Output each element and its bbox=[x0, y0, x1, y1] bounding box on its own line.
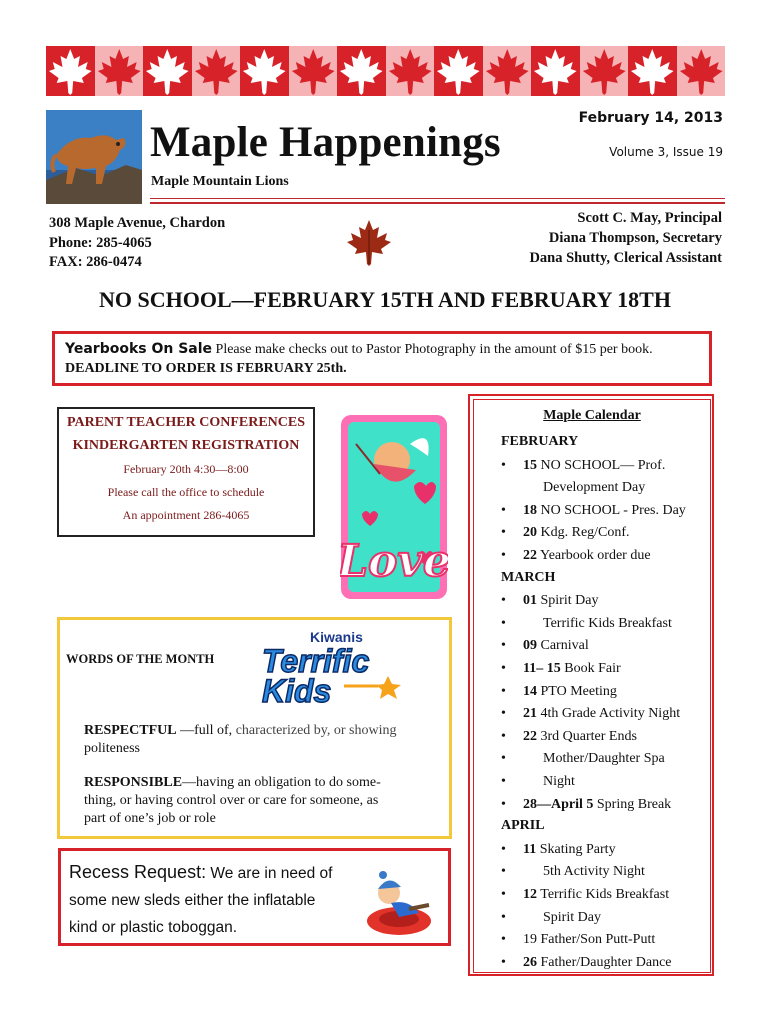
maple-leaf-icon bbox=[531, 46, 580, 96]
bullet-icon: • bbox=[501, 932, 506, 948]
bullet-icon: • bbox=[501, 593, 506, 609]
bullet-icon: • bbox=[501, 728, 506, 744]
child-on-sled-image bbox=[359, 869, 435, 939]
address-phone: Phone: 285-4065 bbox=[49, 234, 152, 251]
mountain-lion-image bbox=[46, 110, 142, 204]
staff-secretary: Diana Thompson, Secretary bbox=[548, 230, 722, 246]
bullet-icon: • bbox=[501, 502, 506, 518]
bullet-icon: • bbox=[501, 887, 506, 902]
conferences-time: February 20th 4:30—8:00 bbox=[123, 462, 249, 476]
bullet-icon: • bbox=[501, 774, 506, 789]
maple-leaf-icon bbox=[434, 46, 483, 96]
bullet-icon: • bbox=[501, 525, 506, 541]
maple-leaf-icon bbox=[386, 46, 435, 96]
bullet-icon: • bbox=[501, 864, 506, 880]
bullet-icon: • bbox=[501, 706, 506, 722]
bullet-icon: • bbox=[501, 615, 506, 631]
address-fax: FAX: 286-0474 bbox=[49, 254, 142, 270]
kiwanis-logo-mid: Terrific bbox=[262, 643, 370, 679]
maple-leaf-icon bbox=[628, 46, 677, 96]
conferences-call: Please call the office to schedule bbox=[107, 485, 265, 499]
valentine-cupid-image bbox=[340, 414, 448, 600]
newsletter-title: Maple Happenings bbox=[150, 119, 501, 166]
conferences-phone: An appointment 286-4065 bbox=[122, 508, 250, 522]
staff-list bbox=[529, 208, 722, 268]
calendar-month: MARCH bbox=[501, 569, 556, 585]
maple-leaf-icon bbox=[192, 46, 241, 96]
maple-calendar: Maple Calendar FEBRUARY • 15 NO SCHOOL— Prof. Development Day • 18 NO SCHOOL - Pres. Day • 20 Kdg. Reg/Conf. • 22 Yearbook order due MARCH • 01 Spirit Day • Terrific Kids Breakfast • 09 Carnival • 11– 15 Book Fair • 14 PTO Meeting • 21 4th Grade Activity Night • 22 3rd Quarter Ends • Mother/Daughter Spa • Night • 28—April 5 Spring Break APRIL • 11 Skating Party • 5th Activity Night • 12 Terrific Kids Breakfast • Spirit Day • 19 Father/Son Putt-Putt • 26 Father/Daughter Dance bbox=[468, 394, 714, 976]
bullet-icon: • bbox=[501, 954, 506, 970]
issue-date: February 14, 2013 bbox=[578, 110, 723, 126]
maple-leaf-icon bbox=[46, 46, 95, 96]
conferences-heading: PARENT TEACHER CONFERENCES bbox=[66, 415, 306, 430]
kiwanis-logo-top: Kiwanis bbox=[310, 629, 363, 645]
bullet-icon: • bbox=[501, 841, 506, 857]
bullet-icon: • bbox=[501, 457, 506, 473]
word-respectful: RESPECTFUL —full of, characterized by, or showing politeness bbox=[84, 723, 397, 756]
bullet-icon: • bbox=[501, 661, 506, 676]
staff-assistant: Dana Shutty, Clerical Assistant bbox=[529, 250, 722, 266]
word-responsible: RESPONSIBLE—having an obligation to do some- thing, or having control over or care for someone, as part of one’s job or role bbox=[84, 775, 381, 826]
maple-leaf-icon bbox=[677, 46, 726, 96]
maple-leaf-icon bbox=[337, 46, 386, 96]
masthead-rule-thin bbox=[150, 198, 725, 199]
no-school-headline: NO SCHOOL—FEBRUARY 15TH AND FEBRUARY 18TH bbox=[99, 287, 671, 312]
recess-request-text: Recess Request: We are in need of some new sleds either the inflatable kind or plastic toboggan. bbox=[69, 862, 333, 936]
maple-leaf-banner bbox=[46, 46, 725, 96]
kiwanis-logo-bottom: Kids bbox=[262, 673, 332, 704]
calendar-month: FEBRUARY bbox=[501, 434, 579, 449]
calendar-month: APRIL bbox=[501, 818, 545, 834]
valentine-love-text: Love bbox=[340, 536, 448, 587]
maple-leaf-icon bbox=[95, 46, 144, 96]
newsletter-subtitle: Maple Mountain Lions bbox=[151, 174, 289, 189]
school-address bbox=[49, 214, 225, 273]
yearbook-title: Yearbooks On Sale bbox=[65, 341, 213, 357]
yearbook-text: Please make checks out to Pastor Photography in the amount of $15 per book. bbox=[215, 342, 653, 357]
volume-issue: Volume 3, Issue 19 bbox=[609, 145, 723, 159]
maple-leaf-icon bbox=[240, 46, 289, 96]
kiwanis-terrific-kids-logo bbox=[258, 628, 426, 704]
maple-leaf-icon bbox=[580, 46, 629, 96]
address-street: 308 Maple Avenue, Chardon bbox=[49, 215, 226, 231]
words-of-month-box bbox=[57, 617, 452, 839]
bullet-icon: • bbox=[501, 751, 506, 767]
masthead-rule bbox=[150, 202, 725, 204]
bullet-icon: • bbox=[501, 909, 506, 925]
calendar-title: Maple Calendar bbox=[543, 408, 641, 423]
registration-heading: KINDERGARTEN REGISTRATION bbox=[72, 438, 300, 453]
recess-request-box bbox=[58, 848, 451, 946]
bullet-icon: • bbox=[501, 638, 506, 654]
staff-principal: Scott C. May, Principal bbox=[577, 210, 722, 226]
bullet-icon: • bbox=[501, 796, 506, 812]
maple-leaf-icon bbox=[345, 218, 393, 268]
maple-leaf-icon bbox=[483, 46, 532, 96]
maple-leaf-icon bbox=[289, 46, 338, 96]
star-icon bbox=[376, 676, 401, 699]
words-title: WORDS OF THE MONTH bbox=[66, 652, 215, 666]
yearbook-notice bbox=[52, 331, 712, 386]
conferences-box bbox=[57, 407, 315, 537]
bullet-icon: • bbox=[501, 683, 506, 699]
bullet-icon: • bbox=[501, 548, 506, 563]
recess-title: Recess Request: bbox=[69, 862, 207, 882]
yearbook-deadline: DEADLINE TO ORDER IS FEBRUARY 25th. bbox=[65, 361, 347, 376]
maple-leaf-icon bbox=[143, 46, 192, 96]
